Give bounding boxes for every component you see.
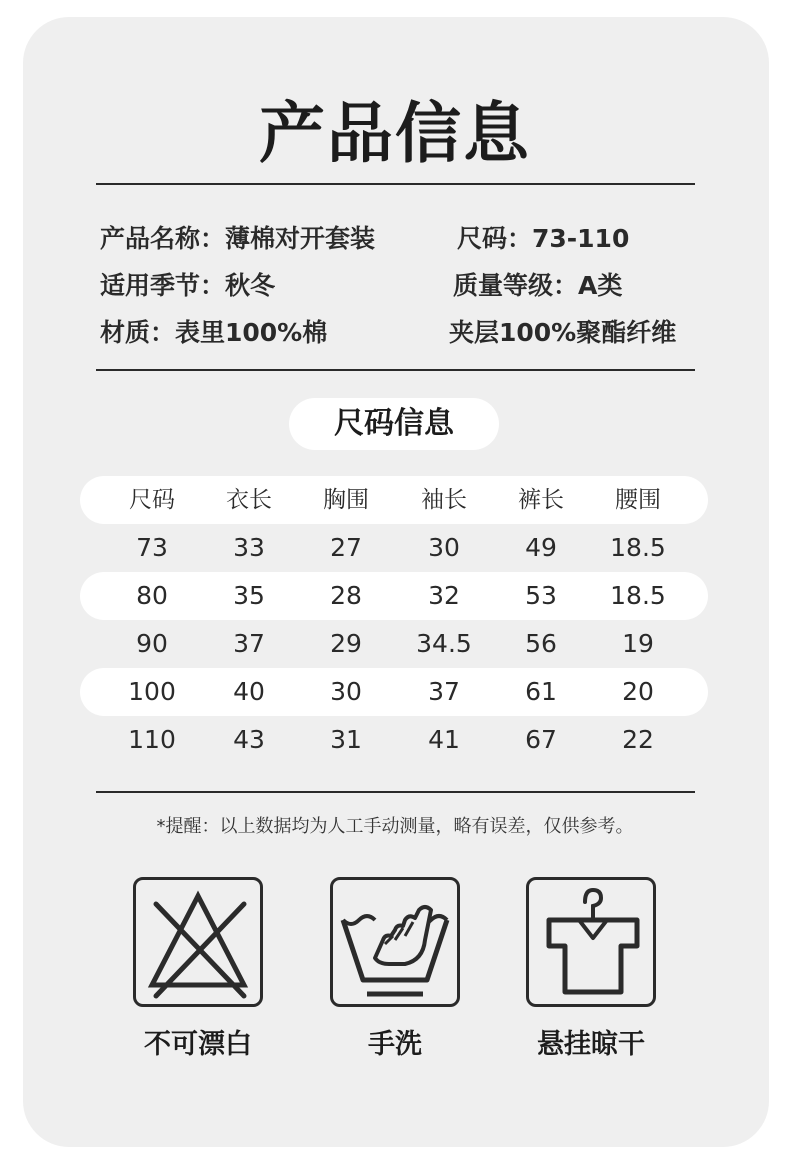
page-title: 产品信息 <box>259 95 531 172</box>
table-cell: 32 <box>428 581 460 610</box>
divider <box>96 369 695 371</box>
table-cell: 40 <box>233 677 265 706</box>
table-cell: 43 <box>233 725 265 754</box>
table-cell: 34.5 <box>416 629 472 658</box>
table-cell: 49 <box>525 533 557 562</box>
info-product-name: 产品名称：薄棉对开套装 <box>100 224 376 253</box>
size-section-label: 尺码信息 <box>289 398 499 450</box>
table-cell: 80 <box>136 581 168 610</box>
table-cell: 37 <box>428 677 460 706</box>
table-header-cell: 裤长 <box>518 487 564 513</box>
table-cell: 100 <box>128 677 176 706</box>
table-cell: 61 <box>525 677 557 706</box>
care-label-hand-wash: 手洗 <box>368 1029 422 1060</box>
info-filling: 夹层100%聚酯纤维 <box>449 318 677 347</box>
table-cell: 56 <box>525 629 557 658</box>
care-label-hang-dry: 悬挂晾干 <box>537 1029 645 1060</box>
table-cell: 31 <box>330 725 362 754</box>
table-cell: 27 <box>330 533 362 562</box>
hang-dry-icon <box>526 877 656 1007</box>
table-cell: 30 <box>428 533 460 562</box>
table-cell: 53 <box>525 581 557 610</box>
table-cell: 110 <box>128 725 176 754</box>
care-label-no-bleach: 不可漂白 <box>144 1029 252 1060</box>
divider <box>96 183 695 185</box>
table-cell: 73 <box>136 533 168 562</box>
measurement-note: *提醒：以上数据均为人工手动测量，略有误差，仅供参考。 <box>156 816 634 837</box>
table-header-cell: 袖长 <box>421 487 467 513</box>
table-header-cell: 腰围 <box>615 487 661 513</box>
table-cell: 19 <box>622 629 654 658</box>
info-season: 适用季节：秋冬 <box>100 271 276 300</box>
table-cell: 20 <box>622 677 654 706</box>
table-cell: 41 <box>428 725 460 754</box>
table-header-cell: 衣长 <box>226 487 272 513</box>
table-cell: 37 <box>233 629 265 658</box>
no-bleach-icon <box>133 877 263 1007</box>
divider <box>96 791 695 793</box>
table-cell: 90 <box>136 629 168 658</box>
table-cell: 28 <box>330 581 362 610</box>
hand-wash-icon <box>330 877 460 1007</box>
table-cell: 22 <box>622 725 654 754</box>
info-size-range: 尺码：73-110 <box>457 224 630 253</box>
info-material: 材质：表里100%棉 <box>100 318 328 347</box>
table-cell: 30 <box>330 677 362 706</box>
table-cell: 35 <box>233 581 265 610</box>
table-cell: 67 <box>525 725 557 754</box>
table-cell: 33 <box>233 533 265 562</box>
table-header-cell: 胸围 <box>323 487 369 513</box>
table-header-cell: 尺码 <box>129 487 175 513</box>
table-cell: 18.5 <box>610 533 666 562</box>
table-cell: 29 <box>330 629 362 658</box>
info-quality-grade: 质量等级：A类 <box>453 271 623 300</box>
table-cell: 18.5 <box>610 581 666 610</box>
